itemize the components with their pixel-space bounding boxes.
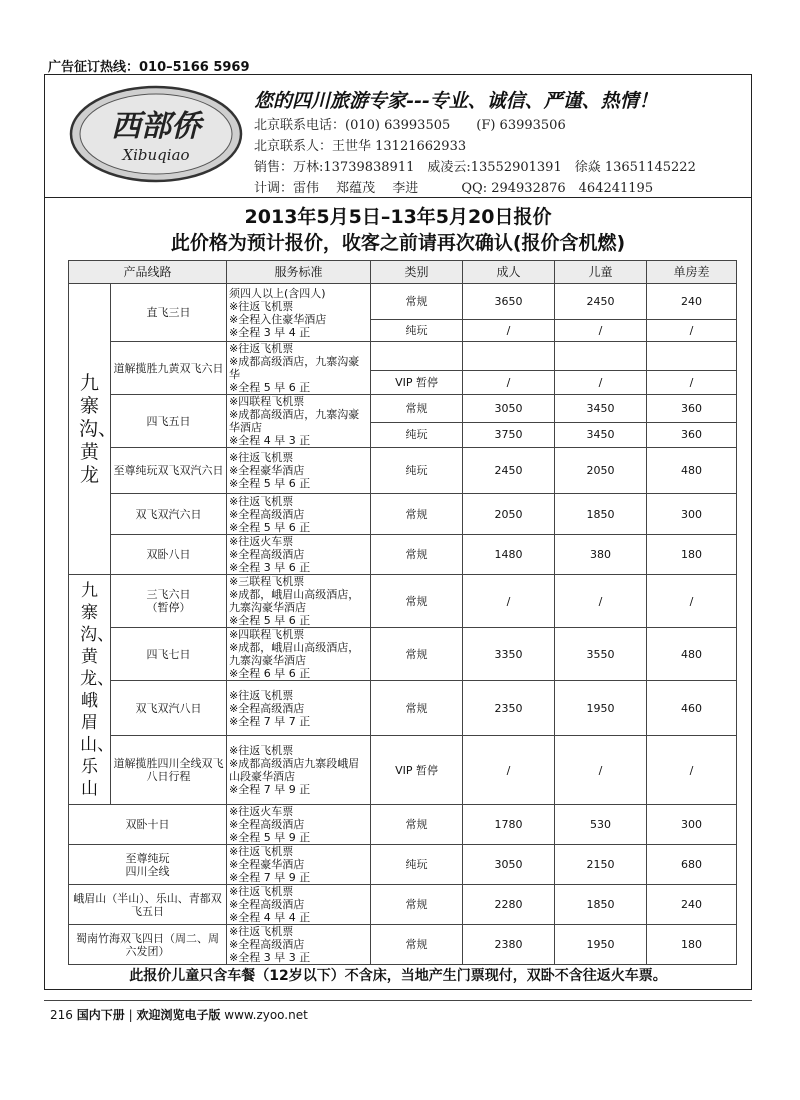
service-line: ※往返火车票 <box>229 805 294 818</box>
service-line: ※全程 7 早 7 正 <box>229 714 311 728</box>
service-line: ※往返火车票 <box>229 535 294 548</box>
single-supplement: ∕ <box>647 736 737 805</box>
adult-price: ∕ <box>463 320 555 342</box>
category-cell: 常规 <box>371 925 463 965</box>
table-row <box>69 494 737 535</box>
route-name: 四飞七日 <box>111 628 227 681</box>
footer-divider <box>44 1000 752 1001</box>
adult-price: ∕ <box>463 370 555 394</box>
single-supplement: 300 <box>647 805 737 845</box>
adult-price: 3650 <box>463 284 555 320</box>
category-cell: 常规 <box>371 575 463 628</box>
service-line: ※全程高级酒店 <box>229 701 305 715</box>
service-line: ※往返飞机票 <box>229 451 294 464</box>
contact-person: 北京联系人：王世华 13121662933 <box>254 139 467 154</box>
price-table-body <box>69 284 737 965</box>
contact-planners: 计调：雷伟 郑蕴茂 李进 QQ: 294932876 464241195 <box>254 181 654 196</box>
child-price: 2150 <box>555 845 647 885</box>
route-name: 双卧十日 <box>69 805 227 845</box>
table-row <box>69 925 737 965</box>
adult-price: 2380 <box>463 925 555 965</box>
service-line: ※成都高级酒店，九寨沟豪华 <box>229 355 360 381</box>
service-line: ※全程 5 早 6 正 <box>229 381 311 394</box>
child-price: ∕ <box>555 575 647 628</box>
service-line: ※成都高级酒店，九寨沟豪华酒店 <box>229 408 360 434</box>
service-line: ※全程高级酒店 <box>229 818 305 831</box>
service-line: ※全程豪华酒店 <box>229 858 305 871</box>
service-line: ※全程 4 早 4 正 <box>229 911 311 924</box>
service-line: ※往返飞机票 <box>229 688 294 702</box>
service-line: ※全程高级酒店 <box>229 898 305 911</box>
child-price: ∕ <box>555 320 647 342</box>
region-text: 九寨沟、黄龙、峨眉山、乐山 <box>80 580 115 799</box>
adult-price: 3350 <box>463 628 555 681</box>
service-standard <box>227 736 371 805</box>
adult-price: 2280 <box>463 885 555 925</box>
table-row <box>69 885 737 925</box>
category-cell: 常规 <box>371 885 463 925</box>
route-name: 道解揽胜九黄双飞六日 <box>111 342 227 395</box>
header-single: 单房差 <box>647 261 737 284</box>
category-cell: 纯玩 <box>371 320 463 342</box>
service-line: ※全程高级酒店 <box>229 507 305 521</box>
adult-price: 2050 <box>463 494 555 535</box>
single-supplement: 180 <box>647 535 737 575</box>
service-line: ※全程 4 早 3 正 <box>229 434 311 447</box>
service-line: ※全程 5 早 6 正 <box>229 614 311 627</box>
service-line: ※往返飞机票 <box>229 845 294 858</box>
child-price: 1950 <box>555 681 647 736</box>
single-supplement: 300 <box>647 494 737 535</box>
header-category: 类别 <box>371 261 463 284</box>
service-standard <box>227 628 371 681</box>
service-standard <box>227 395 371 448</box>
child-price: 1850 <box>555 494 647 535</box>
service-line: ※往返飞机票 <box>229 925 294 938</box>
service-line: ※全程 5 早 6 正 <box>229 520 311 534</box>
table-row <box>69 805 737 845</box>
service-line: ※往返飞机票 <box>229 494 294 508</box>
service-line: ※成都，峨眉山高级酒店，九寨沟豪华酒店 <box>229 588 360 614</box>
region-text: 九寨沟、黄龙 <box>79 371 118 486</box>
child-price: 3450 <box>555 422 647 447</box>
service-line: ※全程 3 早 4 正 <box>229 325 311 339</box>
child-price: 380 <box>555 535 647 575</box>
region-label <box>69 284 118 575</box>
adult-price: 1480 <box>463 535 555 575</box>
single-supplement: 360 <box>647 395 737 423</box>
service-line: ※往返飞机票 <box>229 342 294 355</box>
service-standard <box>227 535 371 575</box>
service-standard <box>227 448 371 494</box>
category-cell: 常规 <box>371 681 463 736</box>
category-cell <box>371 342 463 371</box>
child-price: 530 <box>555 805 647 845</box>
adult-price: 2450 <box>463 448 555 494</box>
service-standard <box>227 494 371 535</box>
category-cell: VIP 暂停 <box>371 736 463 805</box>
contact-sales: 销售：万林:13739838911 威凌云:13552901391 徐焱 13651145222 <box>254 160 696 175</box>
header-adult: 成人 <box>463 261 555 284</box>
category-cell: 纯玩 <box>371 448 463 494</box>
price-table <box>68 260 737 965</box>
table-row <box>69 535 737 575</box>
adult-price: 3050 <box>463 845 555 885</box>
region-label <box>69 575 115 805</box>
logo-text: 西部侨 <box>111 109 201 144</box>
table-row <box>69 342 737 371</box>
child-price: 2050 <box>555 448 647 494</box>
child-price: 2450 <box>555 284 647 320</box>
single-supplement <box>647 342 737 371</box>
table-header-row <box>69 261 737 284</box>
adult-price: 1780 <box>463 805 555 845</box>
category-cell: 纯玩 <box>371 845 463 885</box>
adult-price: 2350 <box>463 681 555 736</box>
service-line: ※全程 3 早 6 正 <box>229 561 311 574</box>
logo-latin: Xibuqiao <box>122 146 190 164</box>
header-service: 服务标准 <box>227 261 371 284</box>
agency-slogan: 您的四川旅游专家---专业、诚信、严谨、热情！ <box>254 90 658 112</box>
service-line: ※全程 7 早 9 正 <box>229 783 311 796</box>
category-cell: 常规 <box>371 535 463 575</box>
route-name: 蜀南竹海双飞四日（周二、周六发团） <box>69 925 227 965</box>
service-standard <box>227 681 371 736</box>
footer-url: www.zyoo.net <box>224 1008 308 1022</box>
route-name: 双飞双汽六日 <box>111 494 227 535</box>
service-standard <box>227 284 371 342</box>
quote-period-title: 2013年5月5日–13年5月20日报价 <box>244 206 552 228</box>
single-supplement: 680 <box>647 845 737 885</box>
adult-price: 3050 <box>463 395 555 423</box>
single-supplement: 480 <box>647 628 737 681</box>
service-line: ※全程高级酒店 <box>229 548 305 561</box>
route-name: 至尊纯玩双飞双汽六日 <box>111 448 227 494</box>
route-name: 三飞六日 （暂停） <box>111 575 227 628</box>
adult-price <box>463 342 555 371</box>
service-line: ※三联程飞机票 <box>229 575 305 588</box>
service-standard <box>227 575 371 628</box>
table-row <box>69 448 737 494</box>
single-supplement: ∕ <box>647 575 737 628</box>
service-line: 须四人以上(含四人) <box>229 286 326 300</box>
table-row <box>69 628 737 681</box>
service-line: ※往返飞机票 <box>229 885 294 898</box>
quote-subtitle: 此价格为预计报价，收客之前请再次确认(报价含机燃) <box>170 232 626 254</box>
service-line: ※全程 6 早 6 正 <box>229 667 311 680</box>
service-standard <box>227 885 371 925</box>
table-row <box>69 284 737 320</box>
table-row <box>69 681 737 736</box>
category-cell: 常规 <box>371 494 463 535</box>
contact-phone: 北京联系电话：(010) 63993505 (F) 63993506 <box>254 118 566 133</box>
child-price: 3550 <box>555 628 647 681</box>
category-cell: 纯玩 <box>371 422 463 447</box>
table-row <box>69 575 737 628</box>
footer-slogan: 欢迎浏览电子版 <box>136 1008 221 1022</box>
service-line: ※全程高级酒店 <box>229 938 305 951</box>
service-line: ※四联程飞机票 <box>229 628 305 641</box>
child-price: 3450 <box>555 395 647 423</box>
service-line: ※全程 5 早 6 正 <box>229 477 311 490</box>
footer-section: 国内下册 <box>76 1008 125 1022</box>
single-supplement: ∕ <box>647 370 737 394</box>
category-cell: VIP 暂停 <box>371 370 463 394</box>
single-supplement: 240 <box>647 284 737 320</box>
adult-price: ∕ <box>463 736 555 805</box>
route-name: 直飞三日 <box>111 284 227 342</box>
route-name: 双飞双汽八日 <box>111 681 227 736</box>
service-line: ※成都，峨眉山高级酒店，九寨沟豪华酒店 <box>229 641 360 667</box>
route-name: 四飞五日 <box>111 395 227 448</box>
service-line: ※四联程飞机票 <box>229 395 305 408</box>
service-line: ※往返飞机票 <box>229 299 294 313</box>
ad-hotline: 广告征订热线：010–5166 5969 <box>48 60 250 75</box>
child-price: ∕ <box>555 370 647 394</box>
child-price: ∕ <box>555 736 647 805</box>
service-line: ※全程豪华酒店 <box>229 464 305 477</box>
service-line: ※全程入住豪华酒店 <box>229 312 327 326</box>
service-standard <box>227 342 371 395</box>
category-cell: 常规 <box>371 628 463 681</box>
service-line: ※全程 5 早 9 正 <box>229 831 311 844</box>
header-route: 产品线路 <box>69 261 227 284</box>
adult-price: 3750 <box>463 422 555 447</box>
child-price: 1950 <box>555 925 647 965</box>
route-name: 双卧八日 <box>111 535 227 575</box>
price-note: 此报价儿童只含车餐（12岁以下）不含床，当地产生门票现付，双卧不含往返火车票。 <box>129 968 667 984</box>
service-standard <box>227 925 371 965</box>
route-name: 道解揽胜四川全线双飞八日行程 <box>111 736 227 805</box>
single-supplement: 240 <box>647 885 737 925</box>
category-cell: 常规 <box>371 805 463 845</box>
page-footer: 216 国内下册 | 欢迎浏览电子版 www.zyoo.net <box>50 1008 308 1022</box>
single-supplement: ∕ <box>647 320 737 342</box>
single-supplement: 480 <box>647 448 737 494</box>
service-line: ※全程 7 早 9 正 <box>229 871 311 884</box>
adult-price: ∕ <box>463 575 555 628</box>
company-logo <box>68 84 244 184</box>
service-line: ※全程 3 早 3 正 <box>229 951 311 964</box>
service-standard <box>227 845 371 885</box>
service-standard <box>227 805 371 845</box>
service-line: ※往返飞机票 <box>229 744 294 757</box>
table-row <box>69 845 737 885</box>
service-line: ※成都高级酒店九寨段峨眉山段豪华酒店 <box>229 757 360 783</box>
header-child: 儿童 <box>555 261 647 284</box>
single-supplement: 360 <box>647 422 737 447</box>
agency-header <box>44 74 752 198</box>
table-row <box>69 736 737 805</box>
table-row <box>69 395 737 423</box>
route-name: 至尊纯玩 四川全线 <box>69 845 227 885</box>
single-supplement: 180 <box>647 925 737 965</box>
child-price <box>555 342 647 371</box>
child-price: 1850 <box>555 885 647 925</box>
category-cell: 常规 <box>371 395 463 423</box>
single-supplement: 460 <box>647 681 737 736</box>
category-cell: 常规 <box>371 284 463 320</box>
page-number: 216 <box>50 1008 73 1022</box>
route-name: 峨眉山（半山）、乐山、青都双飞五日 <box>69 885 227 925</box>
